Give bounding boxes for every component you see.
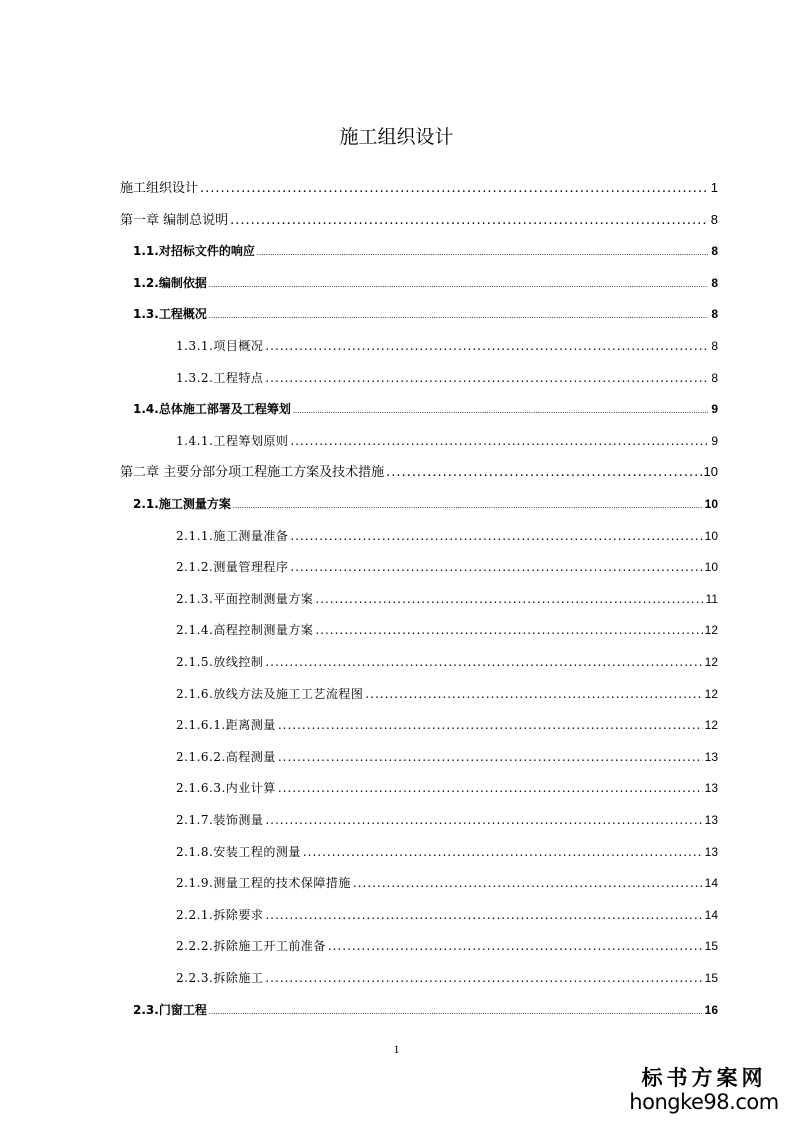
toc-entry-label: 2.3.门窗工程 [133,1003,207,1017]
toc-leader-dots [315,620,702,640]
toc-entry-label: 2.1.3.平面控制测量方案 [176,592,314,606]
toc-leader-dots [290,431,708,451]
toc-leader-dots [265,810,702,830]
toc-entry-page: 15 [704,971,718,985]
toc-entry-page: 12 [704,687,718,701]
toc-leader-dots [386,463,701,483]
toc-entry[interactable] [176,368,718,388]
toc-entry-page: 9 [711,402,718,416]
toc-entry-label: 2.1.7.装饰测量 [176,813,264,827]
page-title: 施工组织设计 [339,126,454,148]
toc-entry[interactable] [176,968,718,988]
toc-entry-label: 1.2.编制依据 [133,276,207,290]
toc-leader-dots [257,243,708,263]
toc-leader-dots [315,589,703,609]
toc-entry-page: 13 [704,781,718,795]
toc-entry-page: 8 [711,339,718,353]
toc-entry-label: 第一章 编制总说明 [120,213,229,228]
toc-leader-dots [293,401,708,421]
toc-entry[interactable] [176,589,718,609]
toc-entry[interactable] [176,652,718,672]
toc-entry-label: 2.1.6.2.高程测量 [176,750,276,764]
toc-entry[interactable] [133,241,718,261]
toc-entry[interactable] [176,526,718,546]
toc-entry[interactable] [176,431,718,451]
toc-entry-label: 2.1.6.放线方法及施工工艺流程图 [176,687,364,701]
toc-entry[interactable] [133,399,718,419]
toc-leader-dots [290,557,702,577]
toc-entry[interactable] [120,178,718,198]
toc-entry-label: 第二章 主要分部分项工程施工方案及技术措施 [120,465,385,480]
toc-entry[interactable] [176,715,718,735]
toc-entry[interactable] [176,557,718,577]
toc-entry-label: 1.4.总体施工部署及工程筹划 [133,402,291,416]
toc-entry-page: 10 [704,560,718,574]
toc-entry-label: 1.4.1.工程筹划原则 [176,434,289,448]
toc-entry-page: 12 [704,623,718,637]
toc-entry-label: 施工组织设计 [120,181,199,196]
toc-entry-page: 16 [704,1003,718,1017]
toc-entry[interactable] [176,747,718,767]
toc-entry[interactable] [176,936,718,956]
toc-entry-page: 14 [704,908,718,922]
toc-entry[interactable] [176,684,718,704]
toc-entry-label: 2.1.5.放线控制 [176,655,264,669]
toc-entry-label: 2.1.6.3.内业计算 [176,781,276,795]
toc-entry-page: 13 [704,813,718,827]
toc-entry-page: 11 [705,592,718,606]
toc-entry[interactable] [176,842,718,862]
toc-entry[interactable] [120,462,718,482]
toc-leader-dots [365,684,702,704]
toc-entry[interactable] [120,210,718,230]
toc-entry-label: 2.1.6.1.距离测量 [176,718,276,732]
toc-entry-page: 14 [704,876,718,890]
toc-entry-label: 2.1.9.测量工程的技术保障措施 [176,876,351,890]
watermark-url: hongke98.com [629,1090,779,1114]
toc-entry-page: 10 [703,464,718,479]
toc-leader-dots [265,905,702,925]
toc-leader-dots [209,306,708,326]
toc-leader-dots [265,652,702,672]
toc-leader-dots [303,842,703,862]
page-number: 1 [393,1042,400,1056]
toc-entry-page: 8 [711,276,718,290]
toc-leader-dots [265,968,702,988]
toc-entry[interactable] [176,778,718,798]
toc-entry[interactable] [176,336,718,356]
toc-leader-dots [290,526,702,546]
toc-entry[interactable] [133,273,718,293]
toc-entry-page: 10 [704,497,718,511]
toc-entry-page: 8 [711,371,718,385]
toc-entry-page: 13 [704,845,718,859]
toc-entry-page: 12 [704,718,718,732]
toc-entry-page: 12 [704,655,718,669]
toc-leader-dots [353,873,703,893]
toc-entry-label: 1.3.1.项目概况 [176,339,264,353]
toc-leader-dots [278,747,703,767]
toc-entry-label: 2.2.3.拆除施工 [176,971,264,985]
toc-entry-label: 1.3.工程概况 [133,307,207,321]
toc-entry-label: 2.1.1.施工测量准备 [176,529,289,543]
toc-entry-label: 1.1.对招标文件的响应 [133,244,255,258]
toc-entry-page: 15 [704,939,718,953]
toc-leader-dots [278,715,703,735]
toc-entry-page: 9 [711,434,718,448]
toc-leader-dots [265,368,708,388]
toc-entry-page: 8 [710,212,718,227]
toc-entry[interactable] [133,1000,718,1020]
toc-entry-page: 10 [704,529,718,543]
toc-leader-dots [233,496,703,516]
watermark-logo [629,1066,779,1114]
toc-entry-label: 2.1.4.高程控制测量方案 [176,623,314,637]
toc-entry-label: 2.2.1.拆除要求 [176,908,264,922]
toc-entry[interactable] [133,494,718,514]
toc-entry-label: 2.1.施工测量方案 [133,497,231,511]
toc-entry-label: 2.2.2.拆除施工开工前准备 [176,939,326,953]
toc-leader-dots [328,936,703,956]
toc-entry[interactable] [176,810,718,830]
toc-entry[interactable] [176,905,718,925]
toc-entry-page: 13 [704,750,718,764]
watermark-title: 标书方案网 [641,1065,767,1090]
toc-leader-dots [209,275,708,295]
toc-leader-dots [230,211,708,231]
toc-entry[interactable] [176,620,718,640]
toc-entry-label: 1.3.2.工程特点 [176,371,264,385]
toc-entry-page: 1 [710,180,718,195]
toc-entry[interactable] [176,873,718,893]
toc-entry[interactable] [133,304,718,324]
toc-entry-label: 2.1.2.测量管理程序 [176,560,289,574]
toc-leader-dots [265,336,708,356]
toc-entry-page: 8 [711,307,718,321]
toc-entry-label: 2.1.8.安装工程的测量 [176,845,301,859]
toc-leader-dots [200,179,708,199]
toc-leader-dots [278,778,703,798]
toc-leader-dots [209,1002,703,1022]
toc-entry-page: 8 [711,244,718,258]
